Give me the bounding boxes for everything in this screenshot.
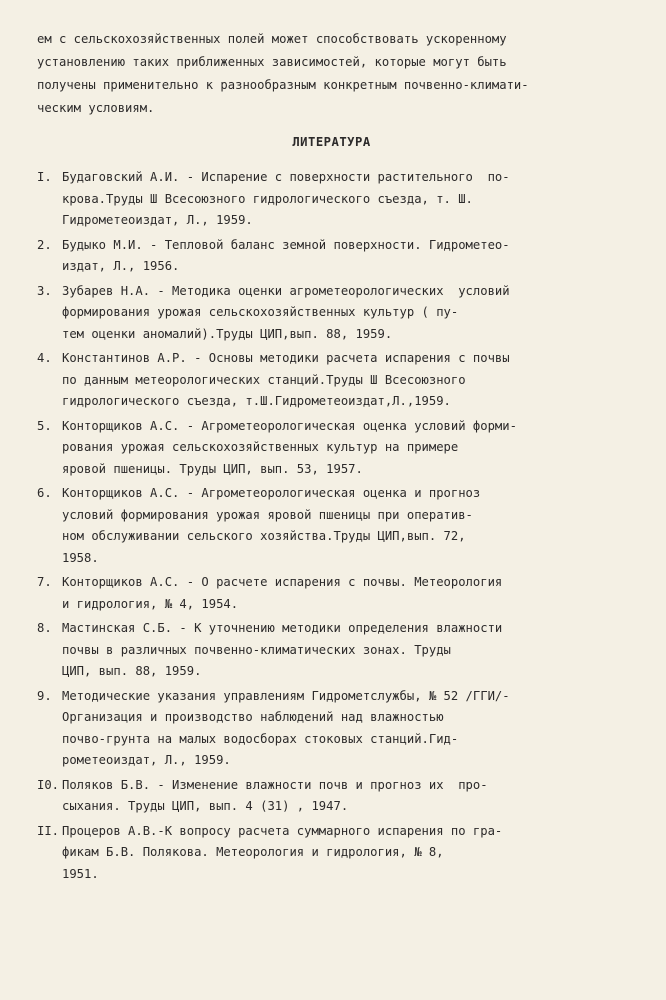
reference-item bbox=[37, 821, 626, 886]
reference-number: II. bbox=[37, 823, 60, 838]
reference-item bbox=[37, 572, 626, 615]
reference-item bbox=[37, 483, 626, 569]
intro-paragraph bbox=[37, 28, 626, 120]
reference-item bbox=[37, 235, 626, 278]
reference-number: 5. bbox=[37, 418, 52, 433]
reference-number: 7. bbox=[37, 575, 52, 589]
reference-number: 2. bbox=[37, 237, 52, 252]
reference-text: Процеров А.В.-К вопросу расчета суммарного испарения по гра- фикам Б.В. Полякова. Метеорология и гидрология, № 8, 1951. bbox=[62, 823, 503, 881]
reference-text: Конторщиков А.С. - Агрометеорологическая оценка и прогноз условий формирования урожая яровой пшеницы при оператив- ном обслуживании сельского хозяйства.Труды ЦИП,вып. 72, 1958. bbox=[62, 486, 481, 565]
reference-text: Константинов А.Р. - Основы методики расчета испарения с почвы по данным метеорологических станций.Труды Ш Всесоюзного гидрологического съезда, т.Ш.Гидрометеоиздат,Л.,1959. bbox=[62, 351, 510, 408]
reference-number: 8. bbox=[37, 621, 52, 635]
reference-text: Мастинская С.Б. - К уточнению методики определения влажности почвы в различных почвенно-климатических зонах. Труды ЦИП, вып. 88, 1959. bbox=[62, 621, 503, 678]
reference-item bbox=[37, 775, 626, 818]
intro-line: ем с сельскохозяйственных полей может способствовать ускоренному bbox=[37, 32, 507, 46]
reference-text: Конторщиков А.С. - Агрометеорологическая оценка условий форми- рования урожая сельскохозяйственных культур на примере яровой пшеницы. Труды ЦИП, вып. 53, 1957. bbox=[62, 418, 517, 476]
reference-number: I0. bbox=[37, 777, 60, 792]
reference-text: Методические указания управлениям Гидрометслужбы, № 52 /ГГИ/- Организация и производство наблюдений над влажностью почво-грунта на малых водосборах стоковых станций.Гид- рометеоиздат, Л., 1959. bbox=[62, 688, 510, 767]
reference-item bbox=[37, 348, 626, 413]
reference-item bbox=[37, 167, 626, 232]
intro-line: получены применительно к разнообразным конкретным почвенно-климати- bbox=[37, 78, 529, 92]
intro-line: установлению таких приближенных зависимостей, которые могут быть bbox=[37, 55, 507, 69]
reference-item bbox=[37, 618, 626, 683]
reference-text: Будаговский А.И. - Испарение с поверхности растительного по- крова.Труды Ш Всесоюзного гидрологического съезда, т. Ш. Гидрометеоиздат, Л., 1959. bbox=[62, 170, 510, 227]
reference-number: 4. bbox=[37, 351, 52, 365]
reference-number: I. bbox=[37, 170, 52, 184]
reference-item bbox=[37, 281, 626, 346]
reference-list bbox=[37, 167, 626, 885]
section-heading: ЛИТЕРАТУРА bbox=[292, 135, 371, 149]
reference-text: Зубарев Н.А. - Методика оценки агрометеорологических условий формирования урожая сельскохозяйственных культур ( пу- тем оценки аномалий).Труды ЦИП,вып. 88, 1959. bbox=[62, 283, 510, 341]
reference-number: 6. bbox=[37, 486, 52, 500]
reference-text: Поляков Б.В. - Изменение влажности почв и прогноз их про- сыхания. Труды ЦИП, вып. 4 (31) , 1947. bbox=[62, 777, 488, 813]
reference-text: Будыко М.И. - Тепловой баланс земной поверхности. Гидрометео- издат, Л., 1956. bbox=[62, 237, 510, 273]
reference-item bbox=[37, 686, 626, 772]
reference-item bbox=[37, 416, 626, 481]
reference-text: Конторщиков А.С. - О расчете испарения с почвы. Метеорология и гидрология, № 4, 1954. bbox=[62, 575, 503, 611]
intro-line: ческим условиям. bbox=[37, 101, 155, 115]
reference-number: 9. bbox=[37, 688, 52, 703]
reference-number: 3. bbox=[37, 283, 52, 298]
